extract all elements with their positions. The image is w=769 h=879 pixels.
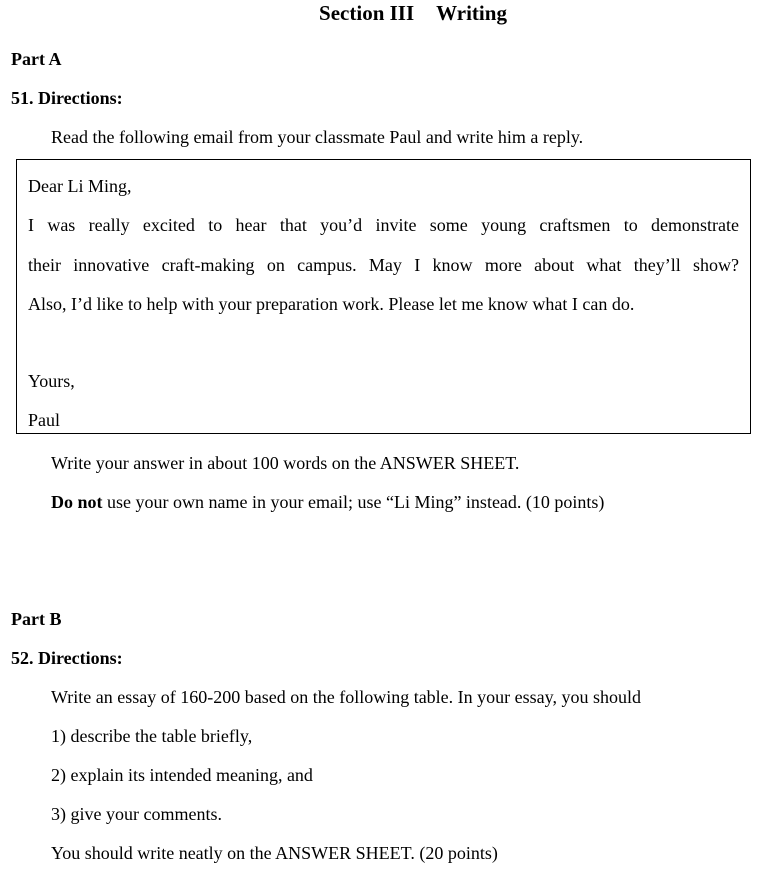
section-title [0, 2, 769, 24]
question-51-instruction: Read the following email from your classmate Paul and write him a reply. [51, 127, 584, 147]
email-body-line: I was really excited to hear that you’d invite some young craftsmen to demonstrate [28, 215, 739, 235]
essay-requirement-item: 3) give your comments. [51, 804, 222, 824]
email-closing: Yours, [28, 371, 75, 391]
name-usage-note [51, 491, 604, 513]
name-usage-note-text: use your own name in your email; use “Li Ming” instead. (10 points) [102, 492, 605, 512]
part-a-heading: Part A [11, 49, 62, 69]
section-number: Section III [319, 1, 415, 25]
question-51-label: 51. Directions: [11, 88, 123, 108]
question-52-instruction: Write an essay of 160-200 based on the following table. In your essay, you should [51, 687, 641, 707]
question-52-label: 52. Directions: [11, 648, 123, 668]
essay-answer-note: You should write neatly on the ANSWER SHEET. (20 points) [51, 843, 498, 863]
email-body-line: Also, I’d like to help with your preparation work. Please let me know what I can do. [28, 294, 635, 314]
section-name: Writing [436, 1, 507, 25]
email-greeting: Dear Li Ming, [28, 176, 132, 196]
answer-length-note: Write your answer in about 100 words on the ANSWER SHEET. [51, 453, 520, 473]
name-usage-note-emphasis: Do not [51, 492, 103, 512]
essay-requirement-item: 1) describe the table briefly, [51, 726, 253, 746]
part-b-heading: Part B [11, 609, 62, 629]
email-box [16, 159, 751, 434]
email-body-line: their innovative craft-making on campus. May I know more about what they’ll show? [28, 255, 739, 275]
email-signature: Paul [28, 410, 61, 430]
essay-requirement-item: 2) explain its intended meaning, and [51, 765, 313, 785]
